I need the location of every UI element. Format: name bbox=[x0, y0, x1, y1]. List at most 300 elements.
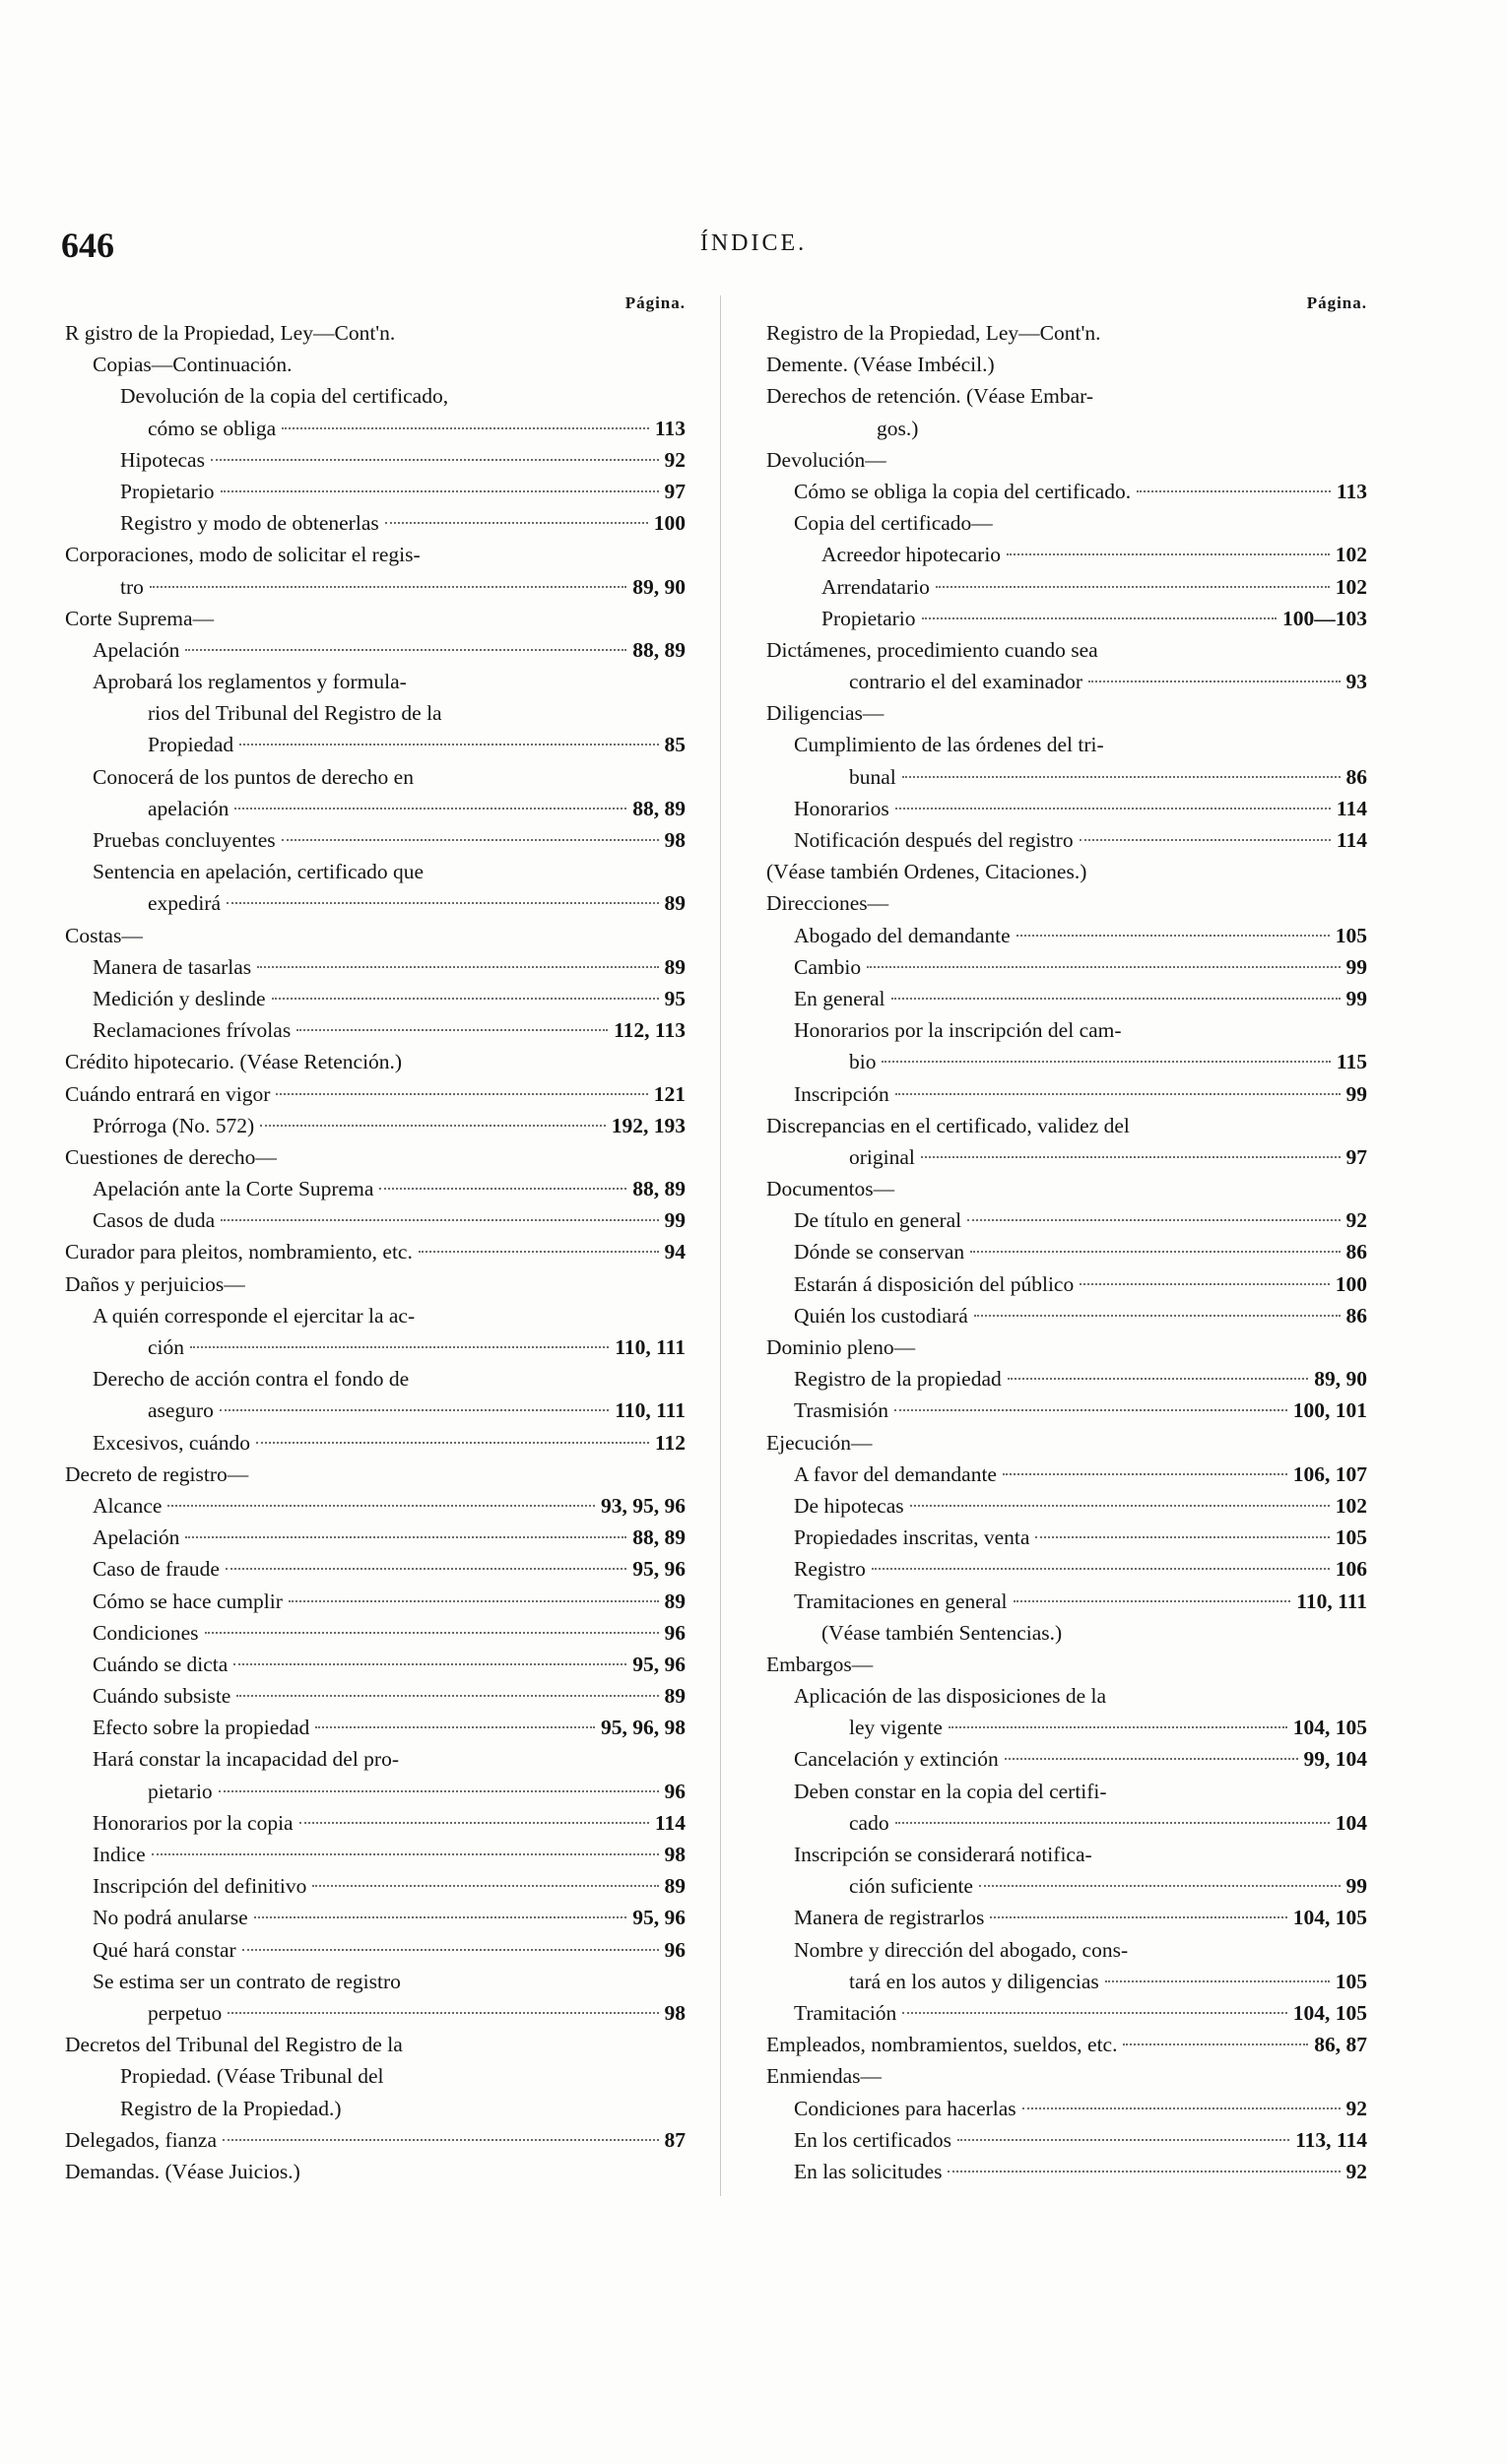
dot-leader bbox=[949, 1726, 1287, 1728]
index-entry bbox=[65, 413, 686, 444]
index-column-right bbox=[766, 293, 1367, 2187]
entry-text: Cómo se obliga la copia del certificado. bbox=[794, 479, 1132, 503]
entry-text: Discrepancias en el certificado, validez del bbox=[766, 1113, 1130, 1137]
dot-leader bbox=[419, 1251, 659, 1253]
entry-text: Se estima ser un contrato de registro bbox=[93, 1969, 401, 1993]
dot-leader bbox=[234, 808, 626, 810]
entry-text: Inscripción bbox=[794, 1081, 889, 1106]
index-entry bbox=[766, 1141, 1367, 1173]
dot-leader bbox=[895, 1093, 1341, 1095]
entry-page-ref: 113 bbox=[654, 416, 686, 440]
entry-text: Propiedad bbox=[148, 733, 234, 757]
entry-text: Propiedades inscritas, venta bbox=[794, 1525, 1030, 1550]
index-entry bbox=[65, 1141, 686, 1173]
entry-text: bio bbox=[849, 1050, 877, 1074]
entry-page-ref: 105 bbox=[1335, 1525, 1367, 1550]
index-entry bbox=[65, 1459, 686, 1490]
entry-page-ref: 95, 96 bbox=[632, 1906, 686, 1930]
entry-page-ref: 88, 89 bbox=[632, 1525, 686, 1550]
index-entry bbox=[766, 951, 1367, 983]
dot-leader bbox=[922, 617, 1277, 619]
entry-text: Sentencia en apelación, certificado que bbox=[93, 860, 425, 884]
entry-text: De título en general bbox=[794, 1208, 962, 1233]
entry-text: Apelación bbox=[93, 637, 180, 662]
dot-leader bbox=[282, 839, 659, 841]
dot-leader bbox=[379, 1188, 626, 1190]
entry-page-ref: 92 bbox=[664, 447, 686, 472]
entry-text: original bbox=[849, 1144, 915, 1169]
entry-text: Hipotecas bbox=[120, 447, 205, 472]
entry-text: Honorarios por la copia bbox=[93, 1810, 294, 1835]
dot-leader bbox=[226, 1568, 626, 1570]
entry-text: Cuándo entrará en vigor bbox=[65, 1081, 271, 1106]
index-entry bbox=[766, 761, 1367, 793]
entry-page-ref: 95 bbox=[664, 986, 686, 1010]
index-entry bbox=[766, 1236, 1367, 1267]
entry-text: Manera de tasarlas bbox=[93, 954, 252, 979]
entry-page-ref: 121 bbox=[653, 1081, 686, 1106]
dot-leader bbox=[233, 1663, 626, 1665]
dot-leader bbox=[289, 1600, 659, 1602]
index-entry bbox=[766, 349, 1367, 380]
entry-text: Propietario bbox=[821, 606, 916, 630]
dot-leader bbox=[299, 1822, 649, 1824]
entry-text: Notificación después del registro bbox=[794, 828, 1074, 852]
index-entry bbox=[65, 1934, 686, 1966]
dot-leader bbox=[242, 1949, 659, 1951]
dot-leader bbox=[902, 2012, 1286, 2014]
index-entry bbox=[766, 1902, 1367, 1933]
entry-page-ref: 88, 89 bbox=[632, 637, 686, 662]
index-entry bbox=[766, 1490, 1367, 1522]
dot-leader bbox=[957, 2139, 1289, 2141]
index-entry bbox=[766, 1363, 1367, 1394]
entry-text: Devolución de la copia del certificado, bbox=[120, 384, 449, 409]
index-entry bbox=[766, 2029, 1367, 2060]
entry-page-ref: 89, 90 bbox=[632, 574, 686, 599]
pagina-label: Página. bbox=[1306, 293, 1367, 312]
index-entry bbox=[65, 1586, 686, 1617]
entry-text: expedirá bbox=[148, 891, 222, 916]
entry-text: R gistro de la Propiedad, Ley—Cont'n. bbox=[65, 321, 396, 345]
entry-text: (Véase también Sentencias.) bbox=[821, 1620, 1063, 1645]
dot-leader bbox=[867, 966, 1340, 968]
index-entry bbox=[766, 983, 1367, 1014]
dot-leader bbox=[974, 1315, 1341, 1317]
entry-text: A quién corresponde el ejercitar la ac- bbox=[93, 1303, 416, 1328]
entry-page-ref: 110, 111 bbox=[1296, 1589, 1367, 1613]
dot-leader bbox=[221, 1219, 658, 1221]
dot-leader bbox=[902, 776, 1341, 778]
entry-text: ley vigente bbox=[849, 1716, 943, 1740]
dot-leader bbox=[272, 998, 659, 1000]
entry-text: Corporaciones, modo de solicitar el regis- bbox=[65, 543, 421, 567]
dot-leader bbox=[211, 459, 659, 461]
dot-leader bbox=[385, 522, 648, 524]
entry-page-ref: 106 bbox=[1335, 1557, 1367, 1582]
index-entry bbox=[766, 697, 1367, 729]
entry-text: Condiciones para hacerlas bbox=[794, 2096, 1016, 2120]
entry-text: Inscripción del definitivo bbox=[93, 1874, 307, 1899]
entry-page-ref: 106, 107 bbox=[1292, 1461, 1367, 1486]
entry-text: Casos de duda bbox=[93, 1208, 216, 1233]
entry-page-ref: 104 bbox=[1335, 1810, 1367, 1835]
entry-text: Cómo se hace cumplir bbox=[93, 1589, 283, 1613]
dot-leader bbox=[967, 1219, 1340, 1221]
dot-leader bbox=[282, 427, 649, 429]
index-entry bbox=[65, 1363, 686, 1394]
index-entry bbox=[65, 856, 686, 887]
index-entry bbox=[766, 507, 1367, 539]
index-entry bbox=[65, 1966, 686, 1997]
entry-text: Condiciones bbox=[93, 1620, 199, 1645]
index-entry bbox=[766, 1617, 1367, 1649]
entry-text: Dominio pleno— bbox=[766, 1335, 916, 1359]
dot-leader bbox=[882, 1061, 1330, 1063]
entry-text: Acreedor hipotecario bbox=[821, 543, 1002, 567]
entry-text: Arrendatario bbox=[821, 574, 930, 599]
entry-text: ción suficiente bbox=[849, 1874, 973, 1899]
entry-page-ref: 104, 105 bbox=[1292, 1906, 1367, 1930]
entry-page-ref: 99 bbox=[664, 1208, 686, 1233]
index-entry bbox=[65, 1173, 686, 1204]
index-entry bbox=[766, 666, 1367, 697]
dot-leader bbox=[990, 1916, 1286, 1918]
index-column-left bbox=[65, 293, 686, 2187]
entry-text: apelación bbox=[148, 796, 229, 820]
index-entry bbox=[766, 1807, 1367, 1839]
index-entry bbox=[65, 444, 686, 476]
entry-text: Demente. (Véase Imbécil.) bbox=[766, 353, 995, 377]
dot-leader bbox=[872, 1568, 1330, 1570]
dot-leader bbox=[894, 1409, 1287, 1411]
entry-text: Aprobará los reglamentos y formula- bbox=[93, 670, 407, 694]
index-entry bbox=[766, 1839, 1367, 1870]
entry-page-ref: 105 bbox=[1335, 1969, 1367, 1993]
entry-text: tro bbox=[120, 574, 144, 599]
index-entry bbox=[766, 1331, 1367, 1363]
entry-text: rios del Tribunal del Registro de la bbox=[148, 701, 442, 726]
dot-leader bbox=[227, 902, 658, 904]
dot-leader bbox=[1016, 935, 1330, 937]
entry-text: Alcance bbox=[93, 1493, 163, 1518]
entry-text: Apelación ante la Corte Suprema bbox=[93, 1177, 374, 1201]
entry-page-ref: 85 bbox=[664, 733, 686, 757]
entry-page-ref: 112, 113 bbox=[614, 1018, 686, 1043]
entry-page-ref: 86 bbox=[1345, 1303, 1367, 1328]
entry-text: Prórroga (No. 572) bbox=[93, 1113, 255, 1137]
entry-page-ref: 86 bbox=[1345, 1240, 1367, 1264]
entry-page-ref: 114 bbox=[1336, 796, 1367, 820]
entry-page-ref: 98 bbox=[664, 828, 686, 852]
entry-text: Copias—Continuación. bbox=[93, 353, 293, 377]
entry-page-ref: 86 bbox=[1345, 764, 1367, 789]
column-divider bbox=[720, 295, 721, 2196]
index-entry bbox=[65, 603, 686, 634]
page-number: 646 bbox=[61, 226, 114, 265]
entry-text: De hipotecas bbox=[794, 1493, 904, 1518]
entry-text: Honorarios por la inscripción del cam- bbox=[794, 1018, 1122, 1043]
entry-text: Tramitaciones en general bbox=[794, 1589, 1008, 1613]
dot-leader bbox=[205, 1632, 659, 1634]
dot-leader bbox=[895, 1822, 1330, 1824]
entry-page-ref: 92 bbox=[1345, 1208, 1367, 1233]
entry-page-ref: 88, 89 bbox=[632, 1177, 686, 1201]
index-entry bbox=[65, 507, 686, 539]
index-entry bbox=[65, 2124, 686, 2156]
entry-text: Decretos del Tribunal del Registro de la bbox=[65, 2033, 403, 2057]
index-entry bbox=[766, 1046, 1367, 1077]
entry-text: Apelación bbox=[93, 1525, 180, 1550]
entry-text: Efecto sobre la propiedad bbox=[93, 1716, 310, 1740]
entry-text: gos.) bbox=[877, 416, 919, 440]
index-entry bbox=[65, 951, 686, 983]
entry-text: cado bbox=[849, 1810, 889, 1835]
dot-leader bbox=[921, 1156, 1341, 1158]
entry-page-ref: 87 bbox=[664, 2127, 686, 2152]
dot-leader bbox=[221, 490, 659, 492]
index-entry bbox=[766, 1712, 1367, 1743]
index-entry bbox=[65, 887, 686, 919]
entry-page-ref: 99 bbox=[1345, 954, 1367, 979]
entry-text: Nombre y dirección del abogado, cons- bbox=[794, 1937, 1129, 1962]
index-entry bbox=[65, 1046, 686, 1077]
entry-page-ref: 93 bbox=[1345, 670, 1367, 694]
entry-text: Abogado del demandante bbox=[794, 923, 1011, 947]
index-entry bbox=[766, 539, 1367, 570]
entry-text: Demandas. (Véase Juicios.) bbox=[65, 2159, 300, 2183]
index-entry bbox=[65, 539, 686, 570]
index-entry bbox=[65, 761, 686, 793]
entry-page-ref: 110, 111 bbox=[615, 1335, 686, 1359]
entry-text: Decreto de registro— bbox=[65, 1461, 249, 1486]
entry-page-ref: 102 bbox=[1335, 543, 1367, 567]
entry-page-ref: 97 bbox=[1345, 1144, 1367, 1169]
index-entry bbox=[766, 1649, 1367, 1680]
entry-text: Embargos— bbox=[766, 1652, 874, 1676]
entry-text: Deben constar en la copia del certifi- bbox=[794, 1779, 1107, 1803]
index-entry bbox=[65, 1490, 686, 1522]
entry-page-ref: 92 bbox=[1345, 2159, 1367, 2183]
entry-text: cómo se obliga bbox=[148, 416, 277, 440]
index-entry bbox=[766, 1459, 1367, 1490]
index-entry bbox=[766, 793, 1367, 824]
dot-leader bbox=[236, 1695, 658, 1697]
entry-text: Daños y perjuicios— bbox=[65, 1271, 245, 1296]
entry-text: Registro de la Propiedad, Ley—Cont'n. bbox=[766, 321, 1101, 345]
index-entry bbox=[766, 1586, 1367, 1617]
index-entry bbox=[766, 634, 1367, 666]
entry-text: Indice bbox=[93, 1843, 146, 1866]
entry-text: Registro de la Propiedad.) bbox=[120, 2096, 342, 2120]
index-entry bbox=[766, 317, 1367, 349]
index-entry bbox=[65, 1776, 686, 1807]
index-entry bbox=[65, 571, 686, 603]
entry-page-ref: 88, 89 bbox=[632, 796, 686, 820]
running-title: ÍNDICE. bbox=[699, 230, 808, 256]
index-entry bbox=[766, 1173, 1367, 1204]
entry-page-ref: 89 bbox=[664, 891, 686, 916]
index-entry bbox=[766, 1427, 1367, 1459]
index-entry bbox=[65, 1427, 686, 1459]
dot-leader bbox=[1080, 839, 1331, 841]
entry-page-ref: 95, 96 bbox=[632, 1652, 686, 1676]
entry-text: Delegados, fianza bbox=[65, 2127, 218, 2152]
index-entry bbox=[65, 2060, 686, 2092]
index-entry bbox=[65, 1617, 686, 1649]
entry-text: Dictámenes, procedimiento cuando sea bbox=[766, 637, 1098, 662]
dot-leader bbox=[260, 1125, 606, 1127]
entry-text: pietario bbox=[148, 1779, 213, 1803]
entry-page-ref: 98 bbox=[664, 2000, 686, 2025]
index-entry bbox=[766, 413, 1367, 444]
entry-page-ref: 94 bbox=[664, 1240, 686, 1264]
index-entry bbox=[766, 1997, 1367, 2029]
dot-leader bbox=[239, 744, 658, 746]
dot-leader bbox=[948, 2171, 1340, 2172]
index-entry bbox=[766, 1743, 1367, 1775]
entry-text: Qué hará constar bbox=[93, 1937, 236, 1962]
entry-text: Cancelación y extinción bbox=[794, 1747, 999, 1772]
entry-page-ref: 115 bbox=[1336, 1050, 1367, 1074]
dot-leader bbox=[1105, 1980, 1330, 1982]
entry-text: Curador para pleitos, nombramiento, etc. bbox=[65, 1240, 413, 1264]
index-entry bbox=[65, 1553, 686, 1585]
dot-leader bbox=[296, 1029, 608, 1031]
dot-leader bbox=[276, 1093, 647, 1095]
entry-text: Cumplimiento de las órdenes del tri- bbox=[794, 733, 1104, 757]
entry-text: perpetuo bbox=[148, 2000, 223, 2025]
entry-text: Tramitación bbox=[794, 2000, 897, 2025]
entry-page-ref: 96 bbox=[664, 1620, 686, 1645]
entry-page-ref: 89 bbox=[664, 1684, 686, 1709]
dot-leader bbox=[223, 2139, 658, 2141]
index-entry bbox=[766, 1110, 1367, 1141]
index-entry bbox=[766, 856, 1367, 887]
entry-text: Cuándo se dicta bbox=[93, 1652, 229, 1676]
dot-leader bbox=[254, 1916, 627, 1918]
entry-text: Registro y modo de obtenerlas bbox=[120, 511, 379, 536]
entry-page-ref: 89 bbox=[664, 1874, 686, 1899]
entry-text: Hará constar la incapacidad del pro- bbox=[93, 1747, 399, 1772]
index-entry bbox=[65, 824, 686, 856]
entry-text: Cambio bbox=[794, 954, 862, 979]
dot-leader bbox=[1022, 2107, 1341, 2109]
index-entry bbox=[65, 1743, 686, 1775]
entry-page-ref: 100, 101 bbox=[1292, 1398, 1367, 1423]
dot-leader bbox=[895, 808, 1331, 810]
index-entry bbox=[65, 1110, 686, 1141]
entry-text: aseguro bbox=[148, 1398, 214, 1423]
entry-text: Caso de fraude bbox=[93, 1557, 220, 1582]
entry-page-ref: 104, 105 bbox=[1292, 2000, 1367, 2025]
entry-text: ción bbox=[148, 1335, 185, 1359]
index-entry bbox=[766, 476, 1367, 507]
dot-leader bbox=[936, 586, 1330, 588]
index-entry bbox=[65, 1839, 686, 1870]
entry-page-ref: 104, 105 bbox=[1292, 1716, 1367, 1740]
index-entry bbox=[65, 1300, 686, 1331]
entry-text: bunal bbox=[849, 764, 896, 789]
dot-leader bbox=[1123, 2043, 1308, 2045]
entry-text: Excesivos, cuándo bbox=[93, 1430, 251, 1455]
index-entry bbox=[766, 603, 1367, 634]
index-entry bbox=[766, 444, 1367, 476]
index-entry bbox=[65, 1712, 686, 1743]
dot-leader bbox=[910, 1505, 1330, 1507]
entry-text: Enmiendas— bbox=[766, 2064, 883, 2089]
dot-leader bbox=[1080, 1283, 1330, 1285]
dot-leader bbox=[312, 1885, 658, 1887]
index-entry bbox=[65, 1331, 686, 1363]
entry-text: Reclamaciones frívolas bbox=[93, 1018, 292, 1043]
index-entry bbox=[766, 1776, 1367, 1807]
index-entry bbox=[65, 1649, 686, 1680]
entry-text: Registro de la propiedad bbox=[794, 1367, 1002, 1392]
index-entry bbox=[766, 887, 1367, 919]
entry-text: Cuestiones de derecho— bbox=[65, 1144, 277, 1169]
entry-text: Quién los custodiará bbox=[794, 1303, 968, 1328]
entry-page-ref: 95, 96, 98 bbox=[601, 1716, 686, 1740]
index-entry bbox=[766, 1934, 1367, 1966]
entry-page-ref: 89, 90 bbox=[1314, 1367, 1367, 1392]
index-entry bbox=[65, 349, 686, 380]
entry-text: Copia del certificado— bbox=[794, 511, 993, 536]
entry-page-ref: 113, 114 bbox=[1295, 2127, 1367, 2152]
entry-text: tará en los autos y diligencias bbox=[849, 1969, 1099, 1993]
entry-page-ref: 110, 111 bbox=[615, 1398, 686, 1423]
entry-page-ref: 97 bbox=[664, 479, 686, 503]
index-entry bbox=[766, 1553, 1367, 1585]
entry-text: Propietario bbox=[120, 479, 215, 503]
entry-text: Direcciones— bbox=[766, 891, 889, 916]
index-entry bbox=[65, 1394, 686, 1426]
index-entry bbox=[766, 2060, 1367, 2092]
index-entry bbox=[65, 666, 686, 697]
dot-leader bbox=[219, 1790, 659, 1792]
entry-page-ref: 95, 96 bbox=[632, 1557, 686, 1582]
entry-page-ref: 113 bbox=[1336, 479, 1367, 503]
index-entry bbox=[65, 983, 686, 1014]
index-entry bbox=[766, 1680, 1367, 1712]
index-entry bbox=[766, 729, 1367, 760]
index-entry bbox=[65, 1680, 686, 1712]
entry-page-ref: 102 bbox=[1335, 574, 1367, 599]
entry-page-ref: 89 bbox=[664, 954, 686, 979]
entry-text: Diligencias— bbox=[766, 701, 885, 726]
dot-leader bbox=[1008, 1378, 1308, 1380]
dot-leader bbox=[256, 1442, 649, 1444]
dot-leader bbox=[257, 966, 658, 968]
entry-text: En los certificados bbox=[794, 2127, 952, 2152]
index-entry bbox=[766, 1966, 1367, 1997]
entry-text: contrario el del examinador bbox=[849, 670, 1082, 694]
index-entry bbox=[766, 1078, 1367, 1110]
dot-leader bbox=[150, 586, 626, 588]
entry-text: Devolución— bbox=[766, 447, 886, 472]
entry-text: En general bbox=[794, 986, 885, 1010]
dot-leader bbox=[1088, 681, 1341, 682]
entry-text: Empleados, nombramientos, sueldos, etc. bbox=[766, 2033, 1118, 2057]
entry-text: Corte Suprema— bbox=[65, 606, 215, 630]
dot-leader bbox=[1014, 1600, 1291, 1602]
entry-text: Crédito hipotecario. (Véase Retención.) bbox=[65, 1050, 403, 1074]
dot-leader bbox=[152, 1853, 659, 1855]
entry-text: No podrá anularse bbox=[93, 1906, 248, 1930]
entry-page-ref: 100 bbox=[653, 511, 686, 536]
entry-page-ref: 114 bbox=[654, 1810, 686, 1835]
dot-leader bbox=[315, 1726, 595, 1728]
